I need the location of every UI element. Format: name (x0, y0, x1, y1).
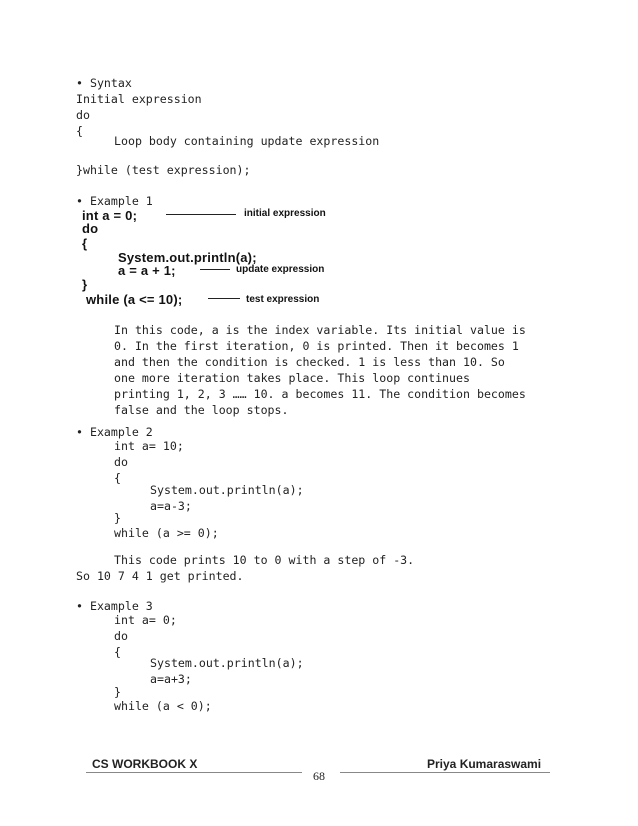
example1-code-update: a = a + 1; (118, 263, 176, 278)
footer-right-rule (340, 772, 550, 773)
example2-code-update: a=a-3; (150, 499, 192, 513)
example3-code-init: int a= 0; (114, 613, 177, 627)
syntax-line-while: }while (test expression); (76, 163, 251, 177)
example3-code-do: do (114, 629, 128, 643)
example1-connector-test (208, 298, 240, 299)
example2-note-line-1: This code prints 10 to 0 with a step of -3. (114, 553, 415, 567)
syntax-line-do: do (76, 108, 90, 122)
syntax-line-body: Loop body containing update expression (114, 134, 380, 148)
example1-label-test: test expression (246, 294, 320, 305)
example1-code-init: int a = 0; (82, 208, 138, 223)
syntax-heading: • Syntax (76, 76, 132, 90)
example2-heading: • Example 2 (76, 425, 153, 439)
example2-code-open-brace: { (114, 471, 121, 485)
example1-label-initial: initial expression (244, 208, 326, 219)
example3-heading: • Example 3 (76, 599, 153, 613)
example1-explanation-line-5: printing 1, 2, 3 …… 10. a becomes 11. The condition becomes (114, 387, 526, 401)
footer-book-title: CS WORKBOOK X (92, 757, 198, 771)
example1-explanation-line-2: 0. In the first iteration, 0 is printed. Then it becomes 1 (114, 339, 519, 353)
example1-explanation-line-1: In this code, a is the index variable. Its initial value is (114, 323, 526, 337)
syntax-line-open-brace: { (76, 124, 83, 138)
example1-code-while: while (a <= 10); (86, 292, 183, 307)
example1-connector-init (166, 214, 236, 215)
example1-connector-update (200, 269, 230, 270)
example1-code-println: System.out.println(a); (118, 250, 257, 265)
example1-explanation-line-6: false and the loop stops. (114, 403, 289, 417)
example1-code-open-brace: { (82, 236, 88, 251)
example1-explanation-line-4: one more iteration takes place. This loop continues (114, 371, 470, 385)
example2-code-while: while (a >= 0); (114, 526, 219, 540)
example1-label-update: update expression (236, 264, 325, 275)
example1-explanation-line-3: and then the condition is checked. 1 is less than 10. So (114, 355, 505, 369)
example3-code-update: a=a+3; (150, 672, 192, 686)
example1-heading: • Example 1 (76, 194, 153, 208)
footer-author: Priya Kumaraswami (427, 757, 542, 771)
example1-code-do: do (82, 221, 99, 236)
example3-code-println: System.out.println(a); (150, 656, 304, 670)
syntax-line-initial: Initial expression (76, 92, 202, 106)
example2-code-println: System.out.println(a); (150, 483, 304, 497)
example2-note-line-2: So 10 7 4 1 get printed. (76, 569, 244, 583)
example3-code-while: while (a < 0); (114, 699, 212, 713)
footer-page-number: 68 (313, 769, 325, 783)
example2-code-init: int a= 10; (114, 439, 184, 453)
example2-code-do: do (114, 455, 128, 469)
example3-code-open-brace: { (114, 645, 121, 659)
example3-code-close-brace: } (114, 685, 121, 699)
example1-code-close-brace: } (82, 277, 88, 292)
example2-code-close-brace: } (114, 511, 121, 525)
footer-left-rule (86, 772, 302, 773)
